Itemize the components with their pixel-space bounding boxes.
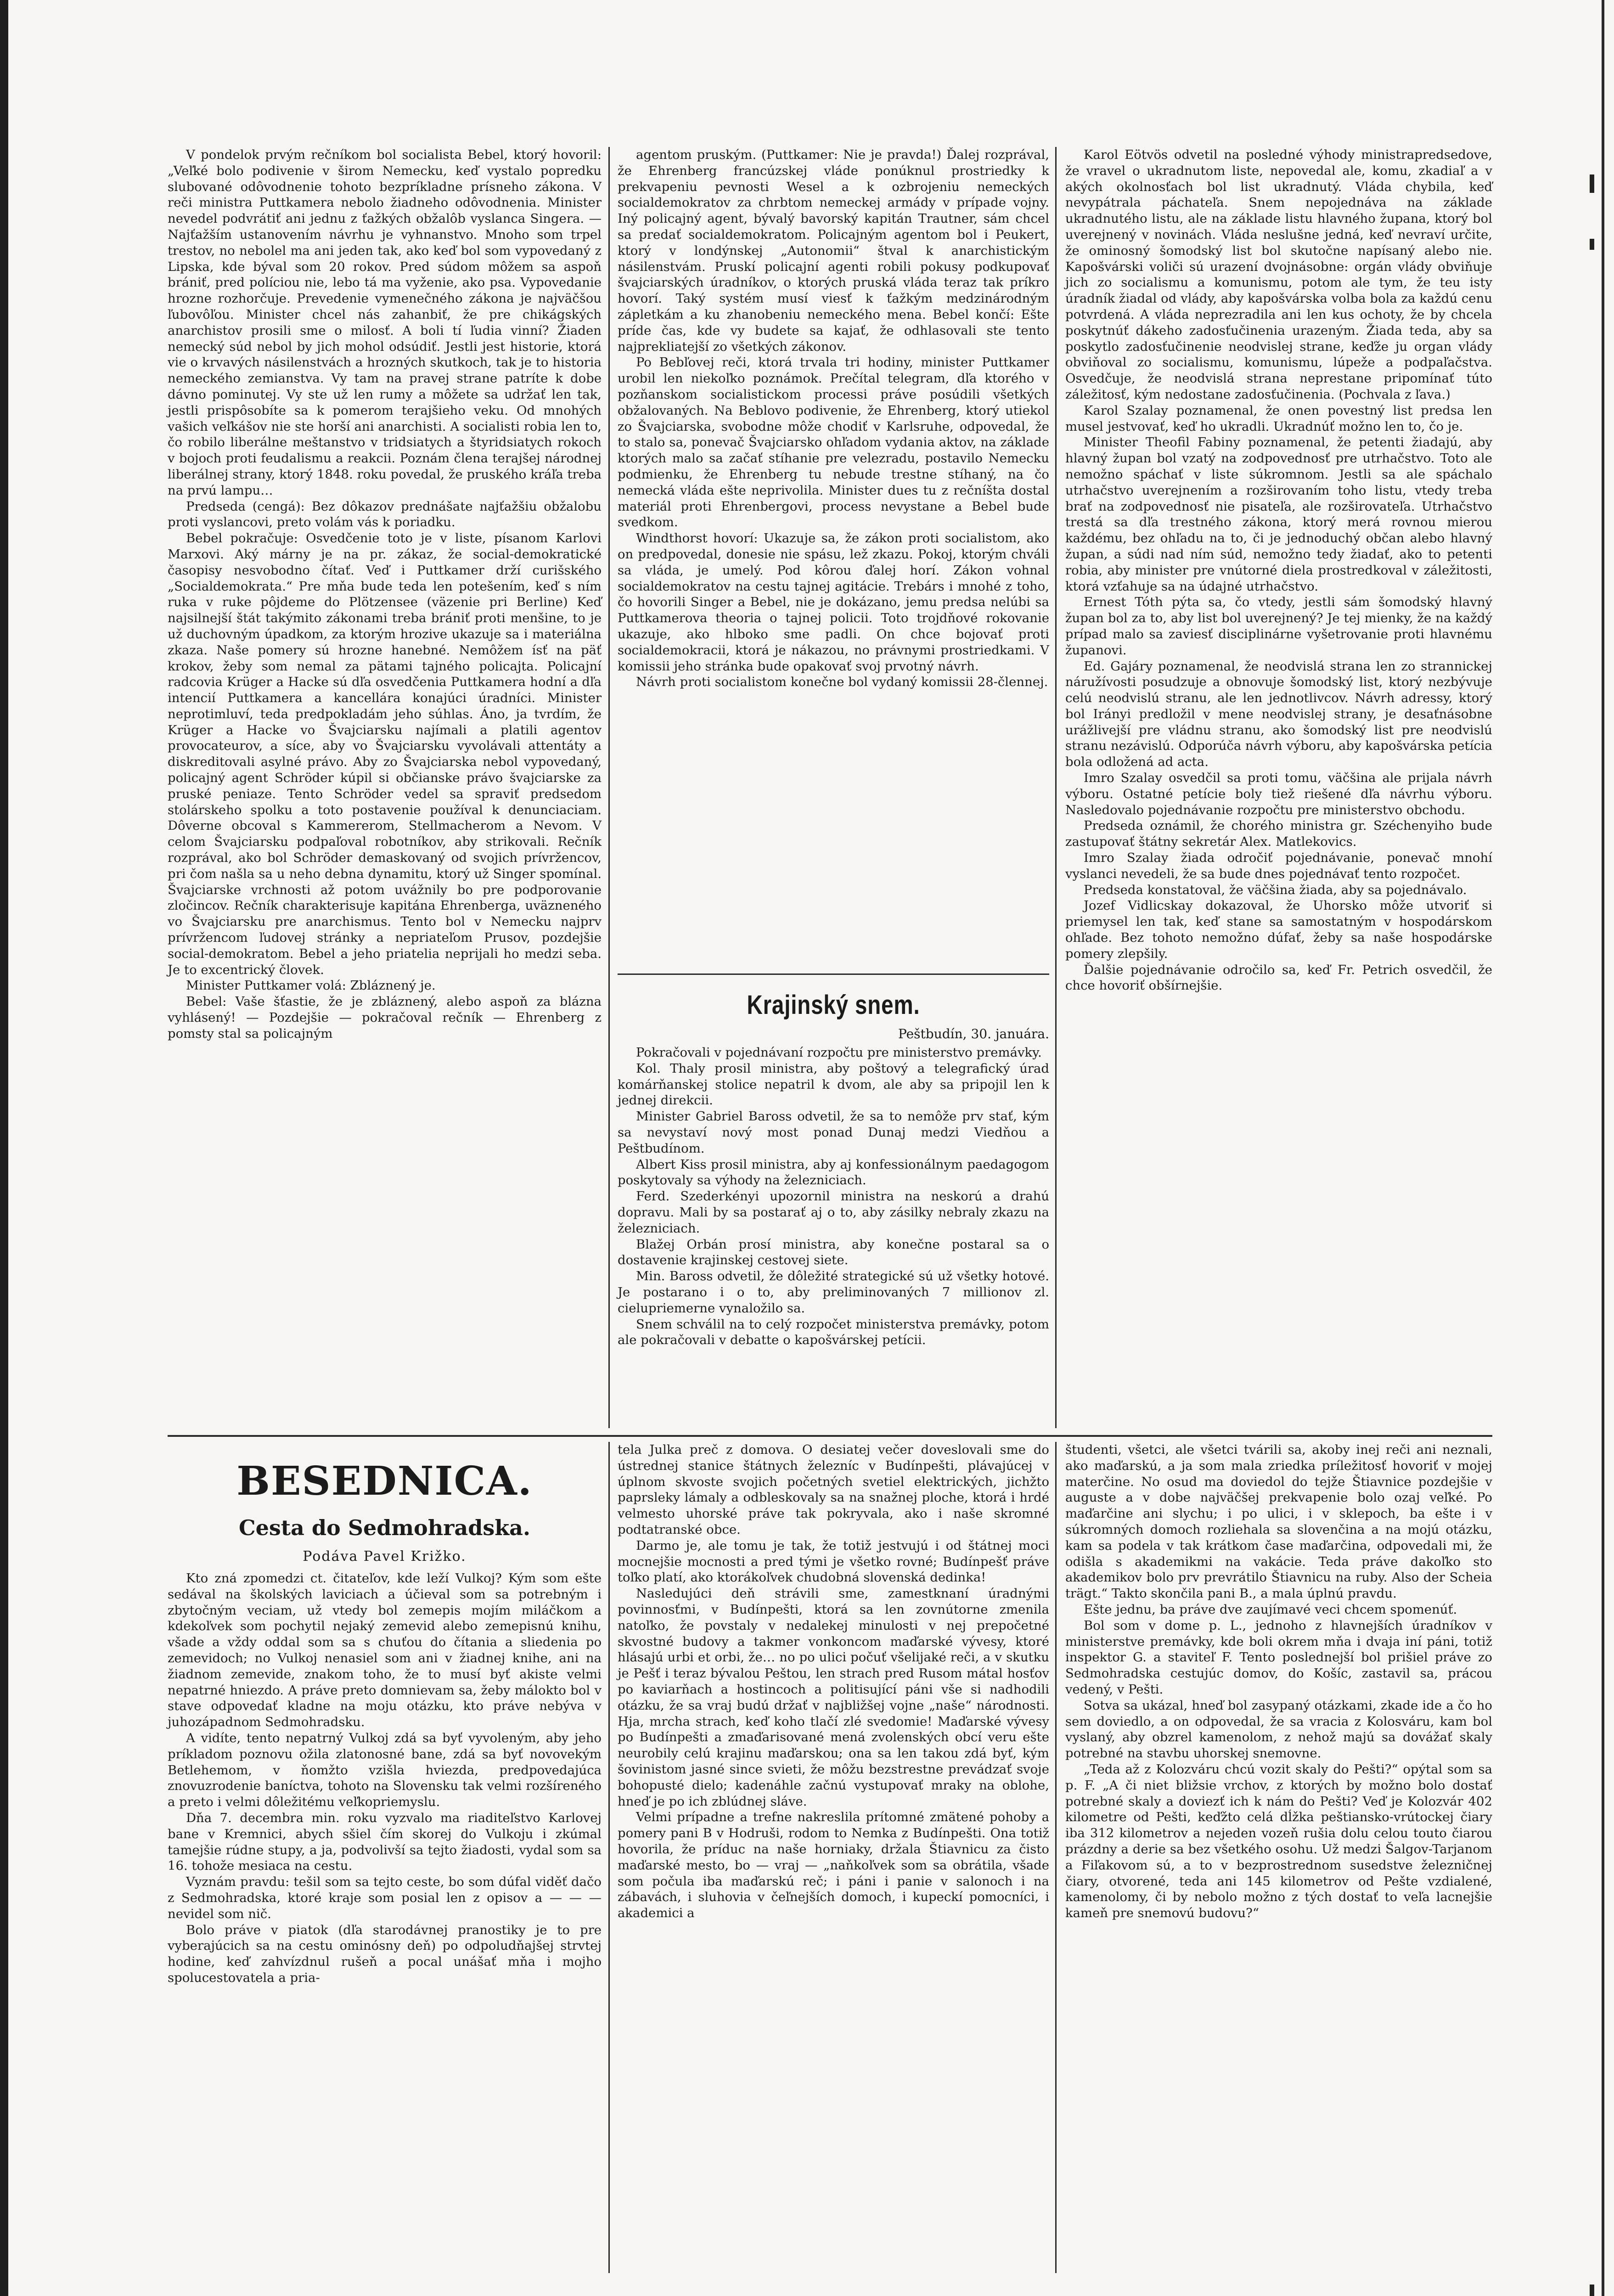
dateline: Peštbudín, 30. januára.	[898, 1026, 1049, 1041]
scan-edge-left	[0, 0, 8, 2296]
besednica-author: Podáva Pavel Križko.	[303, 1548, 467, 1564]
paragraph: Windthorst hovorí: Ukazuje sa, že zákon proti socialistom, ako on predpovedal, donesie nie spásu, lež zkazu. Pokoj, ktorým chváli sa vláda, je umelý. Pod kôrou ďalej horí. Zákon vohnal socialdemokratov na cestu tajnej agitácie. Trebárs i mnohé z toho, čo hovorili Singer a Bebel, nie je dokázano, jemu predsa nelúbi sa Puttkamerova theoria o tajnej policii. Toto trojdňové rokovanie ukazuje, ako hlboko sme padli. On chce bojovať proti socialdemokracii, ktorá je nákazou, no právnymi prostriedkami. V komissii jeho stránka bude opakovať svoj prvotný návrh.	[618, 531, 1049, 674]
paragraph: Predseda konstatoval, že väčšina žiada, aby sa pojednávalo.	[1084, 882, 1467, 897]
paragraph: agentom pruským. (Puttkamer: Nie je pravda!) Ďalej rozprával, že Ehrenberg francúzskej vláde ponúknul prostriedky k prekvapeniu pevnosti Wesel a k ozbrojeniu nemeckých socialdemokratov za chrbtom nemeckej armády v prípade vojny. Iný policajný agent, bývalý bavorský kapitán Trautner, sám chcel sa predať socialdemokratom. Policajným agentom bol i Peukert, ktorý v londýnskej „Autonomii“ štval k anarchistickým násilenstvám. Pruskí policajní agenti robili pokusy podkupovať švajciarských úradníkov, o ktorých pruská vláda teraz tak príkro hovorí. Taký systém musí viesť k ťažkým medzinárodným zápletkám a ku zhanobeniu nemeckého mena. Bebel končí: Ešte príde čas, kde vy budete sa kajať, že odhlasovali ste tento najprekliatejší zo všetkých zákonov.	[618, 147, 1049, 354]
paragraph: Albert Kiss prosil ministra, aby aj konfessionálnym paedagogom poskytovaly sa výhody na železniciach.	[618, 1157, 1049, 1188]
paragraph: Darmo je, ale tomu je tak, že totiž jestvujú i od štátnej moci mocnejšie mocnosti a pred tými je všetko rovné; Budínpešť práve toľko platí, ako ktorákoľvek chudobná slovenská dedinka!	[618, 1538, 1049, 1585]
scan-mark-top	[1590, 174, 1594, 193]
column-divider	[608, 147, 610, 1428]
paragraph: Pokračovali v pojednávaní rozpočtu pre ministerstvo premávky.	[636, 1045, 1042, 1060]
paragraph: Sotva sa ukázal, hneď bol zasypaný otázkami, zkade ide a čo ho sem doviedlo, a on odpovedal, že sa vracia z Kolosváru, kam bol vyslaný, aby obzrel kamenolom, z nehož majú sa dovážať skaly potrebné na stavbu uhorskej snemovne.	[1065, 1698, 1492, 1761]
paragraph: Vyznám pravdu: tešil som sa tejto ceste, bo som dúfal viděť dačo z Sedmohradska, ktoré kraje som posial len z opisov a — — — nevidel som nič.	[168, 1874, 602, 1921]
besednica-title: BESEDNICA.	[236, 1458, 533, 1504]
paragraph: Blažej Orbán prosí ministra, aby konečne postaral sa o dostavenie krajinskej cestovej siete.	[618, 1237, 1049, 1268]
paragraph: Imro Szalay žiada odročiť pojednávanie, ponevač mnohí vyslanci nevedeli, že sa bude dnes pojednávať tento rozpočet.	[1065, 850, 1492, 881]
paragraph: Snem schválil na to celý rozpočet ministerstva premávky, potom ale pokračovali v debatte o kapošvárskej petícii.	[618, 1317, 1049, 1348]
besednica-column-1	[168, 1570, 602, 1986]
column-2-top	[618, 147, 1049, 690]
paragraph: Karol Eötvös odvetil na posledné výhody ministrapredsedove, že vravel o ukradnutom liste, nepovedal ale, komu, zkadiaľ a v akých okolnosťach bol list ukradnutý. Vláda chybila, keď nevypátrala páchateľa. Snem nepojednáva na základe ukradnutého listu, ale na základe listu hlavného župana, ktorý bol uverejnený v novinách. Vláda neslušne jedná, keď nevraví určite, že ominosný šomodský list bol skutočne napísaný alebo nie. Kapošvárski voliči sú urazení dvojnásobne: orgán vlády obviňuje jich zo socialismu a komunismu, potom ale tym, že teu isty úradník žiadal od vlády, aby kapošvárska volba bola za každú cenu potvrdená. A vláda neprezradila ani len kus ochoty, že by chcela poskytnúť dákeho zadosťučinenia urazeným. Žiada teda, aby sa poskytlo zadosťučinenie neodvislej strane, keďže ju organ vlády obviňoval zo socialismu, komunismu, lúpeže a podpaľačstva. Osvedčuje, že neodvislá strana neprestane pripomínať túto záležitosť, kým nedostane zadosťučinenia. (Pochvala z ľava.)	[1065, 147, 1492, 402]
section-rule	[618, 974, 1049, 975]
scan-mark-mid	[1590, 239, 1594, 250]
paragraph: Ernest Tóth pýta sa, čo vtedy, jestli sám šomodský hlavný župan bol za to, aby list bol uverejnený? Je tej mienky, že na každý prípad malo sa zaviesť disciplinárne vyšetrovanie proti hlavnému županovi.	[1065, 595, 1492, 658]
paragraph: tela Julka preč z domova. O desiatej večer doveslovali sme do ústrednej stanice štátnych železníc v Budínpešti, plávajúcej v úplnom skvoste svojich početných svetiel elektrických, jichžto paprsleky lámaly a odbleskovaly sa na snažnej ploche, ktorá i hrdé velmesto uhorské práve tak pokryvala, ako i naše skromné podtatranské obce.	[618, 1442, 1049, 1537]
besednica-subtitle: Cesta do Sedmohradska.	[239, 1515, 530, 1540]
paragraph: Kol. Thaly prosil ministra, aby poštový a telegrafický úrad komárňanskej stolice nepatril k dvom, ale aby sa pripojil len k jednej direkcii.	[618, 1061, 1049, 1108]
paragraph: Bol som v dome p. L., jednoho z hlavnejších úradníkov v ministerstve premávky, kde boli okrem mňa i dvaja iní páni, totiž inspektor G. a staviteľ F. Tento poslednejší bol prišiel práve zo Sedmohradska cestujúc domov, do Košíc, zastavil sa, prácou vedený, v Pešti.	[1065, 1618, 1492, 1697]
paragraph: V pondelok prvým rečníkom bol socialista Bebel, ktorý hovoril: „Veľké bolo podivenie v širom Nemecku, keď vystalo popredku slubované odôvodnenie tohoto bezpríkladne prísneho zákona. V reči ministra Puttkamera nebolo žiadneho odôvodnenia. Minister nevedel podvrátiť ani jednu z ťažkých obžalôb vyslanca Singera. — Najťažším ustanovením návrhu je vyhnanstvo. Mnoho som trpel trestov, no nebolel ma ani jeden tak, ako keď bol som vypovedaný z Lipska, kde býval som 20 rokov. Pred súdom môžem sa aspoň brániť, pred políciou nie, lebo tá ma vyženie, ako psa. Vypovedanie hrozne rozhorčuje. Prevedenie vymenečného zákona je najväčšou ľubovôľou. Minister chcel nás zahanbiť, že pre chikágských anarchistov prosili sme o milosť. A boli tí ľudia vinní? Žiaden nemecký súd nebol by jich mohol odsúdiť. Jestli jest historie, ktorá vie o krvavých násilenstvách a hrozných skutkoch, tak je to historia nemeckého zemianstva. Vy tam na pravej strane patríte k dobe dávno pominutej. Vy ste už len rumy a môžete sa udržať len tak, jestli prispôsobíte sa k pomerom terajšieho veku. Od mnohých vašich veľkášov nie ste horší ani anarchisti. A socialisti robia len to, čo robilo liberálne meštanstvo v tridsiatych a štyridsiatych rokoch v bojoch proti feudalismu a reakcii. Poznám člena terajšej národnej liberálnej strany, ktorý 1848. roku povedal, že pruského kráľa treba na prvú lampu…	[168, 147, 602, 498]
paragraph: Nasledujúci deň strávili sme, zamestknaní úradnými povinnosťmi, v Budínpešti, ktorá sa len zovnútorne zmenila natoľko, že povstaly v nedalekej minulosti v nej prepočetné skvostné budovy a takmer vonkoncom maďarské vývesy, ktoré hlásajú urbi et orbi, že… no po ulici počuť všelijaké reči, a v skutku je Pešť i teraz bývalou Peštou, len strach pred Rusom mátal hosťov po kaviarňach a hostincoch a politisující páni vše si nadhodili otázku, že sa vraj budú držať v najbližšej vojne „naše“ národnosti. Hja, mrcha strach, keď koho tlačí zlé svedomie! Maďarské vývesy po Budínpešti a zmaďarisované mená zvolenských obcí veru ešte neurobily celú krajinu maďarskou; ona sa len takou zdá byť, kým šovinistom jasné since svieti, že môžu bezstrestne prevádzať svoje bohopusté dielo; kadenáhle začnú vystupovať mraky na oblohe, hneď je po ich zblúdnej sláve.	[618, 1586, 1049, 1809]
paragraph: „Teda až z Kolozváru chcú vozit skaly do Pešti?“ opýtal som sa p. F. „A či niet bližsie vrchov, z ktorých by možno bolo dostať potrebné skaly a doviezť ich k nám do Pešti? Veď je Kolozvár 402 kilometre od Pešti, keďžto celá dĺžka peštiansko-vrútockej čiary iba 312 kilometrov a nejeden vozeň rušia dolu celou touto čiarou prázdny a derie sa bez všetkého osohu. Už medzi Šalgov-Tarjanom a Fiľakovom sú, a to v bezprostrednom susedstve železničnej čiary, otvorené, teda ani 145 kilometrov od Pešte vzdialené, kamenolomy, či by nebolo možno z tých dostať to veľa lacnejšie kameň pre snemovú budovu?“	[1065, 1761, 1492, 1921]
besednica-column-3	[1065, 1442, 1492, 1921]
scan-edge-right	[1602, 0, 1604, 2296]
paragraph: Kto zná zpomedzi ct. čitateľov, kde leží Vulkoj? Kým som ešte sedával na školských laviciach a účieval som sa potrebným i zbytočným veciam, už vtedy bol zemepis mojím miláčkom a kdekoľvek som pochytil nejaký zemevid alebo zemepisnú knihu, všade a vždy oddal som sa s chuťou do čítania a sliedenia po zemevidoch; no Vulkoj nenasiel som ani v žiadnej knihe, ani na žiadnom zemevide, znakom toho, že to musí byť akiste velmi nepatrné hniezdo. A práve preto domnievam sa, žeby málokto bol v stave odpovedať kladne na moju otázku, kto práve nebýva v juhozápadnom Sedmohradsku.	[168, 1571, 602, 1730]
column-3-top	[1065, 147, 1492, 994]
feuilleton-rule	[168, 1435, 1492, 1437]
column-divider	[608, 1442, 610, 2273]
column-divider	[1055, 147, 1057, 1428]
paragraph: Minister Gabriel Baross odvetil, že sa to nemôže prv stať, kým sa nevystaví nový most ponad Dunaj medzi Viedňou a Peštbudínom.	[618, 1109, 1049, 1156]
paragraph: Ešte jednu, ba práve dve zaujímavé veci chcem spomenúť.	[1084, 1602, 1457, 1617]
paragraph: Karol Szalay poznamenal, že onen povestný list predsa len musel jestvovať, keď ho ukradli. Ukradnúť možno len to, čo je.	[1065, 403, 1492, 434]
paragraph: Predseda oznámil, že chorého ministra gr. Széchenyiho bude zastupovať štátny sekretár Alex. Matlekovics.	[1065, 818, 1492, 850]
paragraph: Bebel pokračuje: Osvedčenie toto je v liste, písanom Karlovi Marxovi. Aký márny je na pr. zákaz, že social-demokratické časopisy nesvobodno čítať. Veď i Puttkamer drží curišského „Socialdemokrata.“ Pre mňa bude teda len potešením, keď s ním ruka v ruke pôjdeme do Plötzensee (väzenie pri Berline) Keď najsilnejší štát takýmito zákonami treba brániť proti menšine, to je už duchovným úpadkom, za ktorým hrozive ukazuje sa i materiálna zkaza. Naše pomery sú hrozne hanebné. Nemôžem ísť na päť krokov, žeby som nemal za pätami tajného policajta. Policajní radcovia Krüger a Hacke sú dľa osvedčenia Puttkamera hodní a dľa intencií Puttkamera a kancellára konajúci úradníci. Minister neprotimluví, teda predpokladám jeho súhlas. Áno, ja tvrdím, že Krüger a Hacke vo Švajciarsku najímali a platili agentov provocateurov, a síce, aby vo Švajciarsku vyvolávali attentáty a diskreditovali asylné právo. Aby zo Švajciarska nebol vypovedaný, policajný agent Schröder kúpil si občianske právo švajciarske za pruské peniaze. Tento Schröder vedel sa spraviť predsedom stolárskeho spolku a toto postavenie používal k denunciaciam. Dôverne obcoval s Kammererom, Stellmacherom a Nevom. V celom Švajciarsku podpaľoval robotníkov, aby strikovali. Rečník rozprával, ako bol Schröder demaskovaný od svojich prívržencov, pri čom našla sa u neho debna dynamitu, ktorý už Singer spomínal. Švajciarske vrchnosti až potom uvážnily bo pre podporovanie zločincov. Rečník charakterisuje kapitána Ehrenberga, uväzneného vo Švajciarsku pre anarchismus. Tento bol v Nemecku najprv prívržencom ľudovej stránky a nepriateľom Prusov, pozdejšie social-demokratom. Bebel a jeho priatelia neprijali ho medzi seba. Je to excentrický človek.	[168, 531, 602, 977]
paragraph: Dňa 7. decembra min. roku vyzvalo ma riaditeľstvo Karlovej bane v Kremnici, abych sšiel čím skorej do Vulkoju i zkúmal tamejšie rúdne stupy, a ja, podvolivší sa tejto žiadosti, vydal som sa 16. tohože mesiaca na cestu.	[168, 1810, 602, 1874]
krajinsky-snem-body	[618, 1045, 1049, 1348]
paragraph: Imro Szalay osvedčil sa proti tomu, väčšina ale prijala návrh výboru. Ostatné petície boly tiež riešené dľa návrhu výboru. Nasledovalo pojednávanie rozpočtu pre ministerstvo obchodu.	[1065, 771, 1492, 817]
section-title: Krajinský snem.	[747, 990, 920, 1020]
paragraph: Návrh proti socialistom konečne bol vydaný komissii 28-člennej.	[636, 675, 1048, 690]
paragraph: Min. Baross odvetil, že dôležité strategické sú už všetky hotové. Je postarano i o to, aby preliminovaných 7 millionov zl. cielupriemerne vynaložilo sa.	[618, 1269, 1049, 1316]
paragraph: Jozef Vidlicskay dokazoval, že Uhorsko môže utvoriť si priemysel len tak, keď stane sa samostatným v hospodárskom ohľade. Bez tohoto nemožno dúfať, žeby sa naše hospodárske pomery zlepšily.	[1065, 898, 1492, 961]
paragraph: Po Bebľovej reči, ktorá trvala tri hodiny, minister Puttkamer urobil len niekoľko poznámok. Prečítal telegram, dľa ktorého v pozňanskom socialistickom processi práve posúdili všetkých obžalovaných. Na Beblovo podivenie, že Ehrenberg, ktorý utiekol zo Švajciarska, svobodne môže chodiť v Karlsruhe, odpovedal, že to stalo sa, ponevač Švajciarsko ohľadom vydania aktov, na základe ktorých malo sa začať stíhanie pre velezradu, postavilo Nemecku podmienku, že Ehrenberg tu nebude trestne stíhaný, na čo nemecká vláda ešte neprivolila. Minister dues tu z rečníšta dostal materiál proti Ehrenbergovi, process nevystane a Bebel bude svedkom.	[618, 355, 1049, 530]
paragraph: Ferd. Szederkényi upozornil ministra na neskorú a drahú dopravu. Mali by sa postarať aj o to, aby zásilky nebraly zkazu na železniciach.	[618, 1189, 1049, 1236]
paragraph: Minister Theofil Fabiny poznamenal, že petenti žiadajú, aby hlavný župan bol vzatý na zodpovednosť pre utrhačstvo. Toto ale nemožno spáchať v liste súkromnom. Jestli sa ale spáchalo utrhačstvo uverejnením a rozširovaním toho listu, vtedy treba brať na zodpovednosť nie pisateľa, ale rozširovateľa. Utrhačstvo trestá sa dľa trestného zákona, ktorý merá rovnou mierou každému, bez ohľadu na to, či je jednoduchý občan alebo hlavný župan, a súdi nad ním súd, nemožno tedy žiadať, ako to petenti robia, aby minister pre vnútorné diela prostredkoval v záležitosti, ktorá vzťahuje sa na údajné utrhačstvo.	[1065, 435, 1492, 594]
paragraph: Ed. Gajáry poznamenal, že neodvislá strana len zo strannickej náružívosti posudzuje a obnovuje šomodský list, ktorý nezbývuje celú neodvislú stranu, ale len jednotlivcov. Návrh adressy, ktorý bol Irányi predložil v mene neodvislej strany, je desaťnásobne urážlivejší pre vládnu stranu, ako šomodský list pre neodvislú stranu nezávislú. Odporúča návrh výboru, aby kapošvárska petícia bola odložená ad acta.	[1065, 658, 1492, 770]
paragraph: Minister Puttkamer volá: Zbláznený je.	[186, 978, 436, 993]
paragraph: Bebel: Vaše šťastie, že je zbláznený, alebo aspoň za blázna vyhlásený! — Pozdejšie — pokračoval rečník — Ehrenberg z pomsty stal sa policajným	[168, 994, 602, 1041]
column-1-top	[168, 147, 602, 1042]
paragraph: Predseda (cengá): Bez dôkazov prednášate najťažšiu obžalobu proti vyslancovi, preto volám vás k poriadku.	[168, 499, 602, 530]
paragraph: Bolo práve v piatok (dľa starodávnej pranostiky je to pre vyberajúcich sa na cestu ominósny deň) po odpoludňajšej strvtej hodine, keď zahvízdnul rušeň a pocal unášať mňa i mojho spolucestovatela a pria-	[168, 1922, 602, 1985]
paragraph: Velmi prípadne a trefne nakreslila prítomné zmätené pohoby a pomery pani B v Hodruši, rodom to Nemka z Budínpešti. Ona totiž hovorila, že príduc na naše horniaky, držala Štiavnicu za čisto maďarské mesto, bo — vraj — „naňkoľvek som sa obrátila, všade som počula iba maďarskú reč; i páni i panie v salonoch i na zábavách, i sluhovia v čeľnejších domoch, i kupeckí pomocníci, i akademici a	[618, 1810, 1049, 1921]
paragraph: Ďalšie pojednávanie odročilo sa, keď Fr. Petrich osvedčil, že chce hovoriť obšírnejšie.	[1065, 962, 1492, 993]
scan-mark-bottom	[1590, 2285, 1594, 2296]
paragraph: A vidíte, tento nepatrný Vulkoj zdá sa byť vyvoleným, aby jeho príkladom poznovu ožila zlatonosné bane, zdá sa byť novovekým Betlehemom, v ňomžto vzišla hviezda, predpovedajúca znovuzrodenie baníctva, tohoto na Slovensku tak velmi rozšíreného a preto i velmi dôležitému veľkopriemyslu.	[168, 1730, 602, 1810]
column-divider	[1055, 1442, 1057, 2273]
besednica-column-2	[618, 1442, 1049, 1921]
paragraph: študenti, všetci, ale všetci tvárili sa, akoby inej reči ani neznali, ako maďarskú, a ja som mala zriedka príležitosť hovoriť v mojej materčine. No osud ma doviedol do tejže Štiavnice pozdejšie v auguste a v dobe najväčšej prekvapenie bolo ozaj veľké. Po maďarčine ani slychu; i po ulici, i v sklepoch, ba ešte i v súkromných domoch rozliehala sa slovenčina a na mojú otázku, kam sa podela v tak krátkom čase maďarčina, odpovedali mi, že odišla s akademikmi na vakácie. Teda práve dakoľko sto akademikov bolo prv prevrátilo Štiavnicu na ruby. Also der Scheia trägt.“ Takto skončila pani B., a mala úplnú pravdu.	[1065, 1442, 1492, 1601]
